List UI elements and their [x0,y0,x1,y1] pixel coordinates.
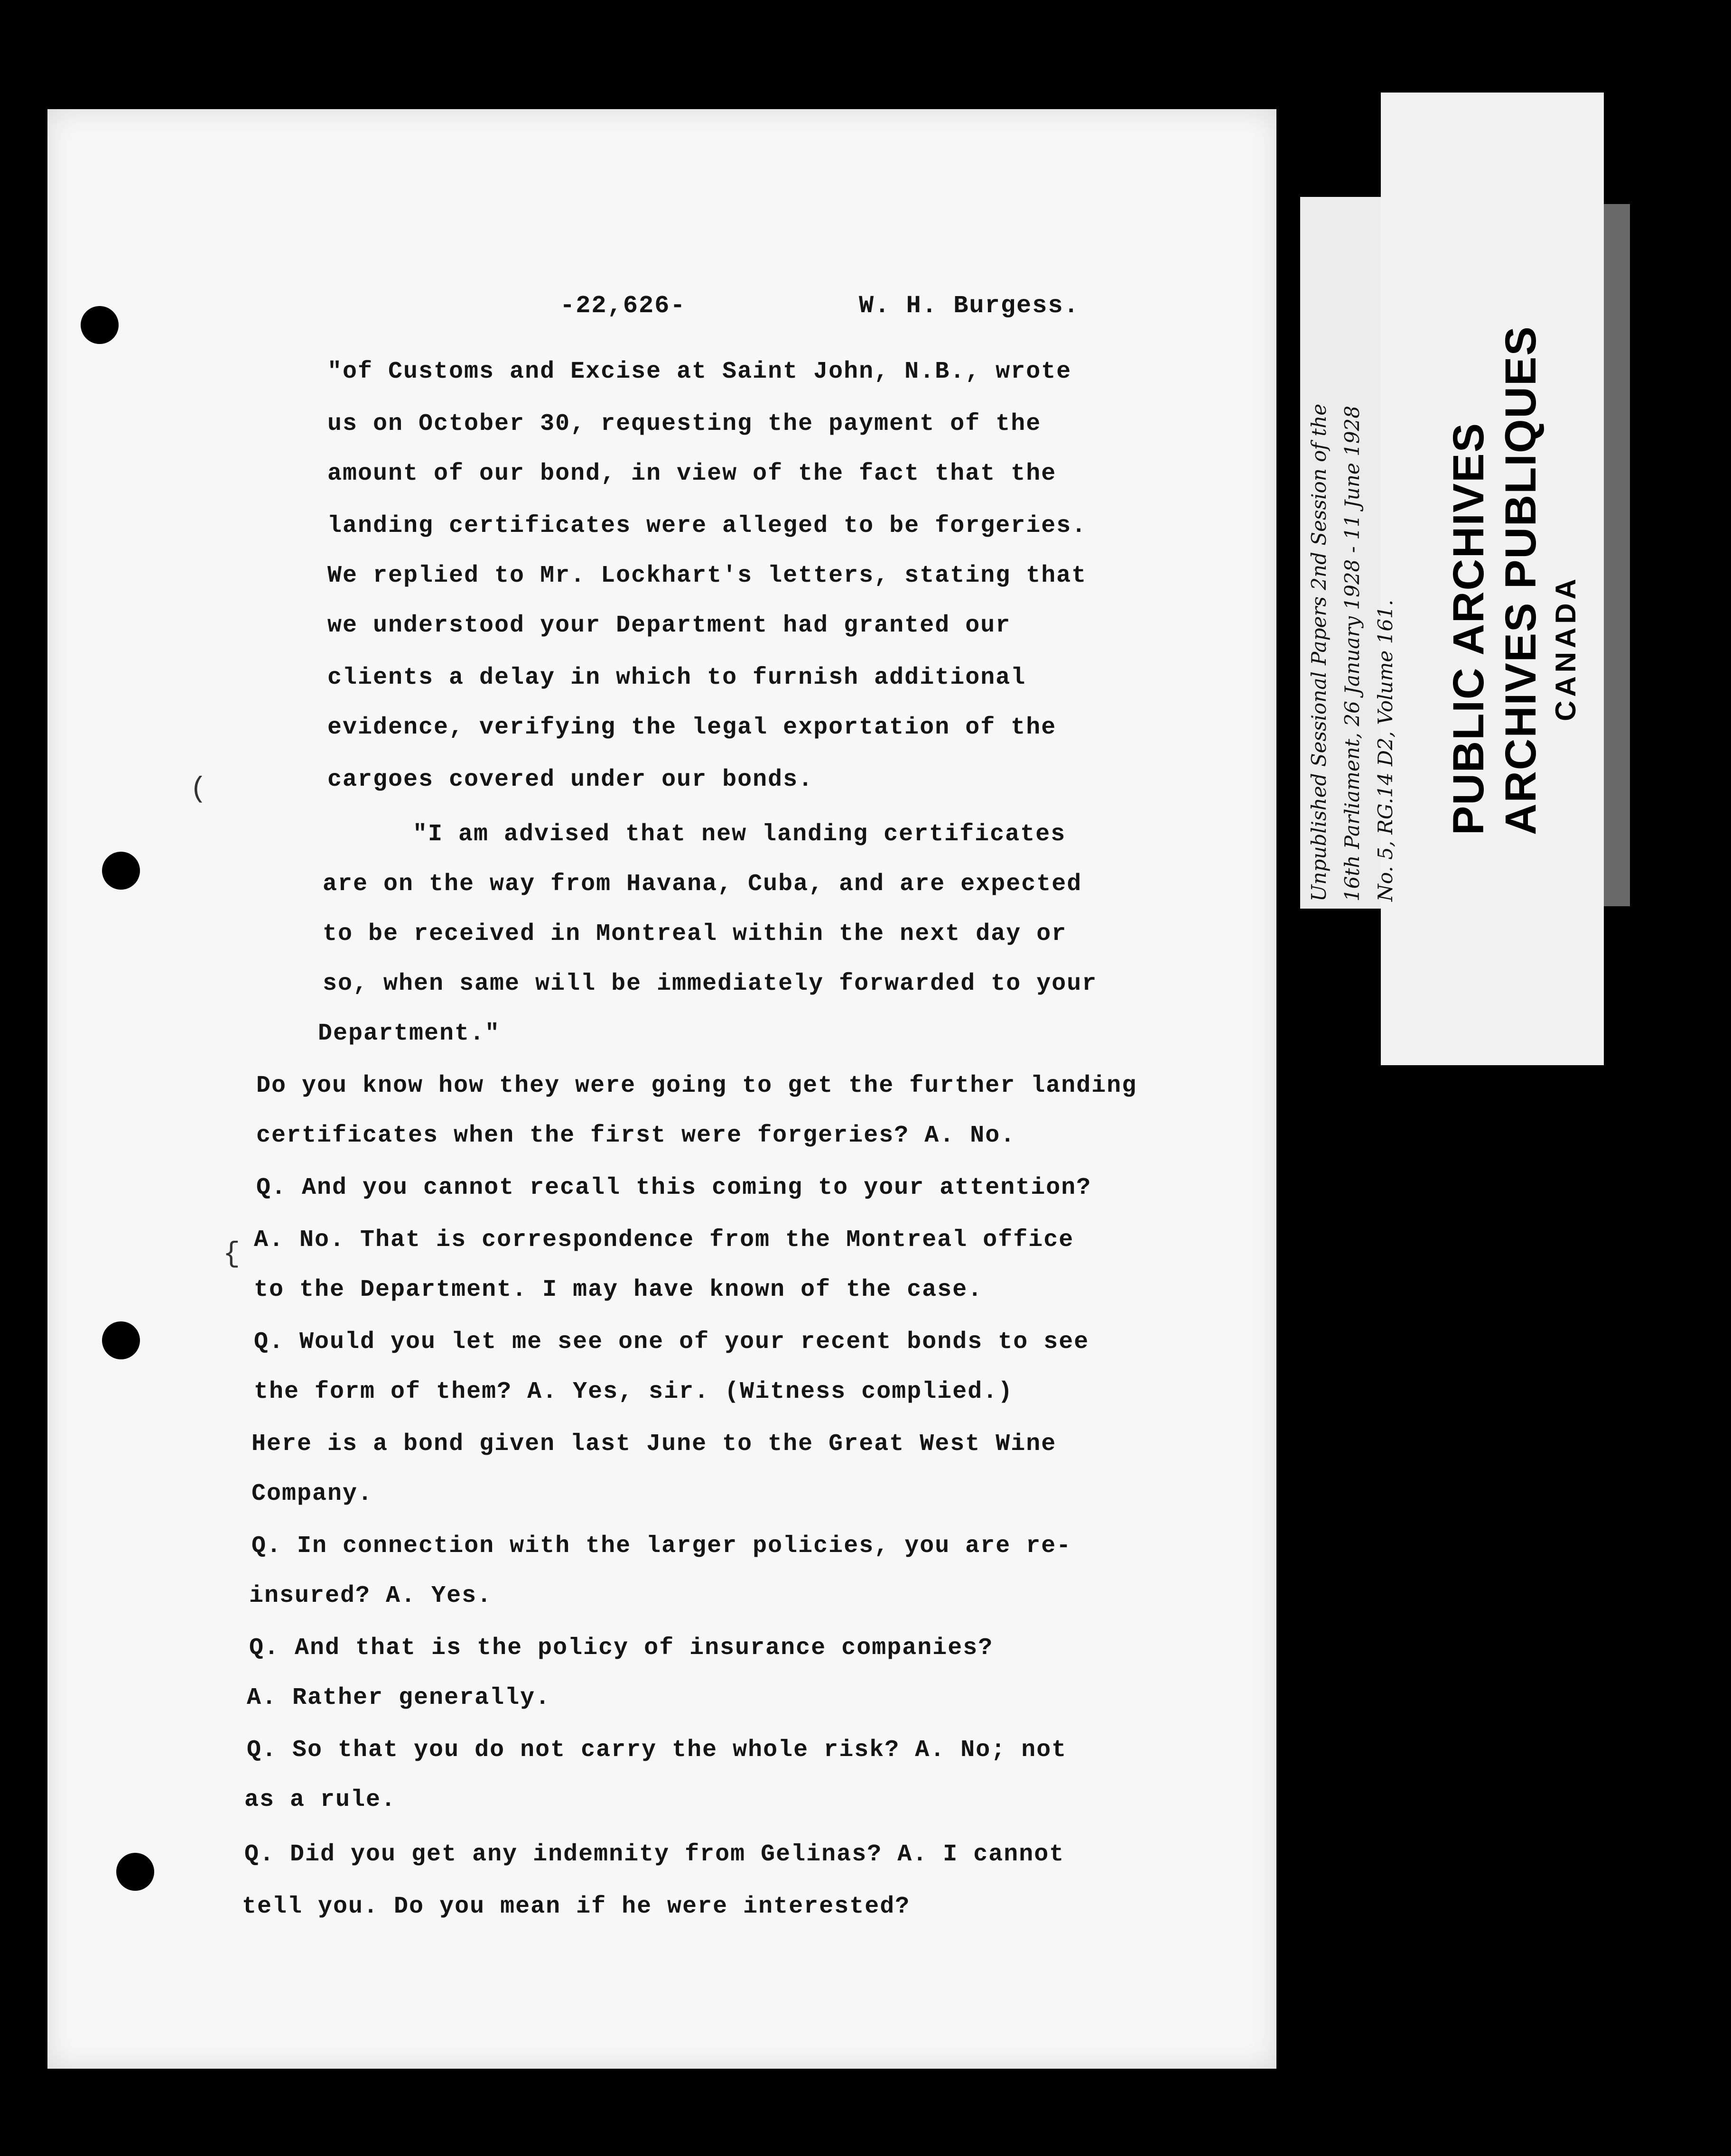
archive-stamp [1442,266,1585,835]
transcript-line: evidence, verifying the legal exportation of the [327,714,1057,741]
transcript-line: amount of our bond, in view of the fact that the [327,460,1057,487]
transcript-line: so, when same will be immediately forwarded to your [323,970,1098,997]
transcript-line: Department." [318,1020,501,1047]
transcript-line: A. Rather generally. [247,1684,551,1711]
transcript-line: clients a delay in which to furnish additional [327,664,1026,691]
punch-hole [102,1321,140,1359]
transcript-line: as a rule. [244,1786,397,1813]
margin-bracket: ( [190,773,207,806]
archive-label-edge [1604,204,1630,906]
transcript-line: the form of them? A. Yes, sir. (Witness complied.) [254,1378,1014,1405]
transcript-line: to be received in Montreal within the next day or [323,920,1067,948]
document-page [47,109,1276,2069]
handwritten-line: No. 5, RG.14 D2, Volume 161. [1374,599,1397,901]
transcript-line: tell you. Do you mean if he were interested? [242,1893,911,1920]
transcript-line: Q. So that you do not carry the whole risk? A. No; not [247,1737,1067,1764]
punch-hole [102,852,140,890]
handwritten-line: 16th Parliament, 26 January 1928 - 11 June 1928 [1340,406,1364,901]
transcript-line: cargoes covered under our bonds. [327,766,814,793]
stamp-line-french: ARCHIVES PUBLIQUES [1497,325,1545,835]
transcript-line: Company. [251,1480,373,1507]
page-number: -22,626- [560,292,686,320]
punch-hole [116,1853,154,1891]
transcript-line: "I am advised that new landing certificates [413,821,1066,848]
handwritten-line: Unpublished Sessional Papers 2nd Session of the [1307,403,1331,901]
transcript-line: landing certificates were alleged to be forgeries. [327,512,1087,539]
stamp-line-country: CANADA [1550,575,1582,721]
transcript-line: Q. Would you let me see one of your recent bonds to see [254,1329,1089,1356]
transcript-line: We replied to Mr. Lockhart's letters, stating that [327,562,1087,589]
transcript-line: insured? A. Yes. [249,1582,493,1609]
transcript-line: Q. And that is the policy of insurance companies? [249,1635,994,1662]
transcript-line: we understood your Department had granted our [327,612,1011,639]
transcript-line: are on the way from Havana, Cuba, and are expected [323,871,1082,898]
transcript-line: Q. Did you get any indemnity from Gelinas? A. I cannot [244,1841,1065,1868]
transcript-line: us on October 30, requesting the payment of the [327,410,1042,437]
punch-hole [81,306,119,344]
margin-bracket: { [223,1238,241,1271]
stamp-line-english: PUBLIC ARCHIVES [1444,422,1493,835]
transcript-line: Do you know how they were going to get the further landing [256,1072,1137,1099]
transcript-line: Here is a bond given last June to the Great West Wine [251,1431,1057,1458]
transcript-line: "of Customs and Excise at Saint John, N.B., wrote [327,358,1072,385]
transcript-line: to the Department. I may have known of the case. [254,1276,983,1303]
speaker-name: W. H. Burgess. [859,292,1080,320]
transcript-line: A. No. That is correspondence from the Montreal office [254,1227,1074,1254]
transcript-line: Q. In connection with the larger policies, you are re- [251,1533,1072,1560]
archive-handwritten-note [1303,199,1402,901]
transcript-line: certificates when the first were forgeries? A. No. [256,1122,1016,1149]
transcript-line: Q. And you cannot recall this coming to your attention? [256,1174,1092,1201]
